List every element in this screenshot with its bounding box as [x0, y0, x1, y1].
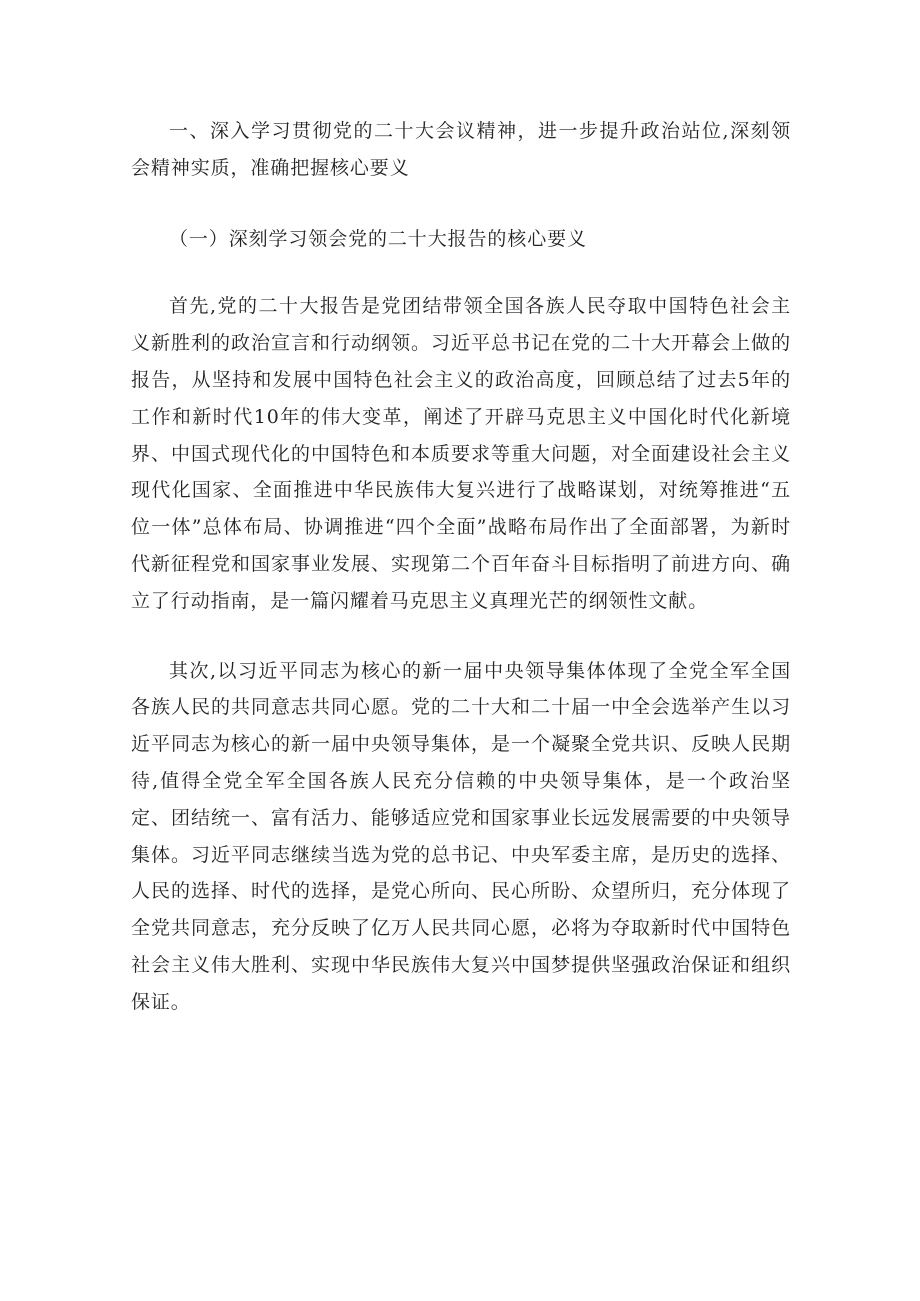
document-body [131, 113, 791, 1054]
paragraph-first: 首先,党的二十大报告是党团结带领全国各族人民夺取中国特色社会主义新胜利的政治宣言和行动纲领。习近平总书记在党的二十大开幕会上做的报告，从坚持和发展中国特色社会主义的政治高度，回顾总结了过去5年的工作和新时代10年的伟大变革，阐述了开辟马克思主义中国化时代化新境界、中国式现代化的中国特色和本质要求等重大问题，对全面建设社会主义现代化国家、全面推进中华民族伟大复兴进行了战略谋划，对统筹推进“五位一体”总体布局、协调推进“四个全面”战略布局作出了全面部署，为新时代新征程党和国家事业发展、实现第二个百年奋斗目标指明了前进方向、确立了行动指南，是一篇闪耀着马克思主义真理光芒的纲领性文献。 [131, 295, 791, 612]
section-heading: 一、深入学习贯彻党的二十大会议精神，进一步提升政治站位,深刻领会精神实质，准确把握核心要义 [131, 120, 791, 179]
subsection-heading: （一）深刻学习领会党的二十大报告的核心要义 [169, 227, 587, 250]
paragraph-second: 其次,以习近平同志为核心的新一届中央领导集体体现了全党全军全国各族人民的共同意志共同心愿。党的二十大和二十届一中全会选举产生以习近平同志为核心的新一届中央领导集体，是一个凝聚全党共识、反映人民期待,值得全党全军全国各族人民充分信赖的中央领导集体，是一个政治坚定、团结统一、富有活力、能够适应党和国家事业长远发展需要的中央领导集体。习近平同志继续当选为党的总书记、中央军委主席，是历史的选择、人民的选择、时代的选择，是党心所向、民心所盼、众望所归，充分体现了全党共同意志，充分反映了亿万人民共同心愿，必将为夺取新时代中国特色社会主义伟大胜利、实现中华民族伟大复兴中国梦提供坚强政治保证和组织保证。 [131, 659, 791, 1013]
